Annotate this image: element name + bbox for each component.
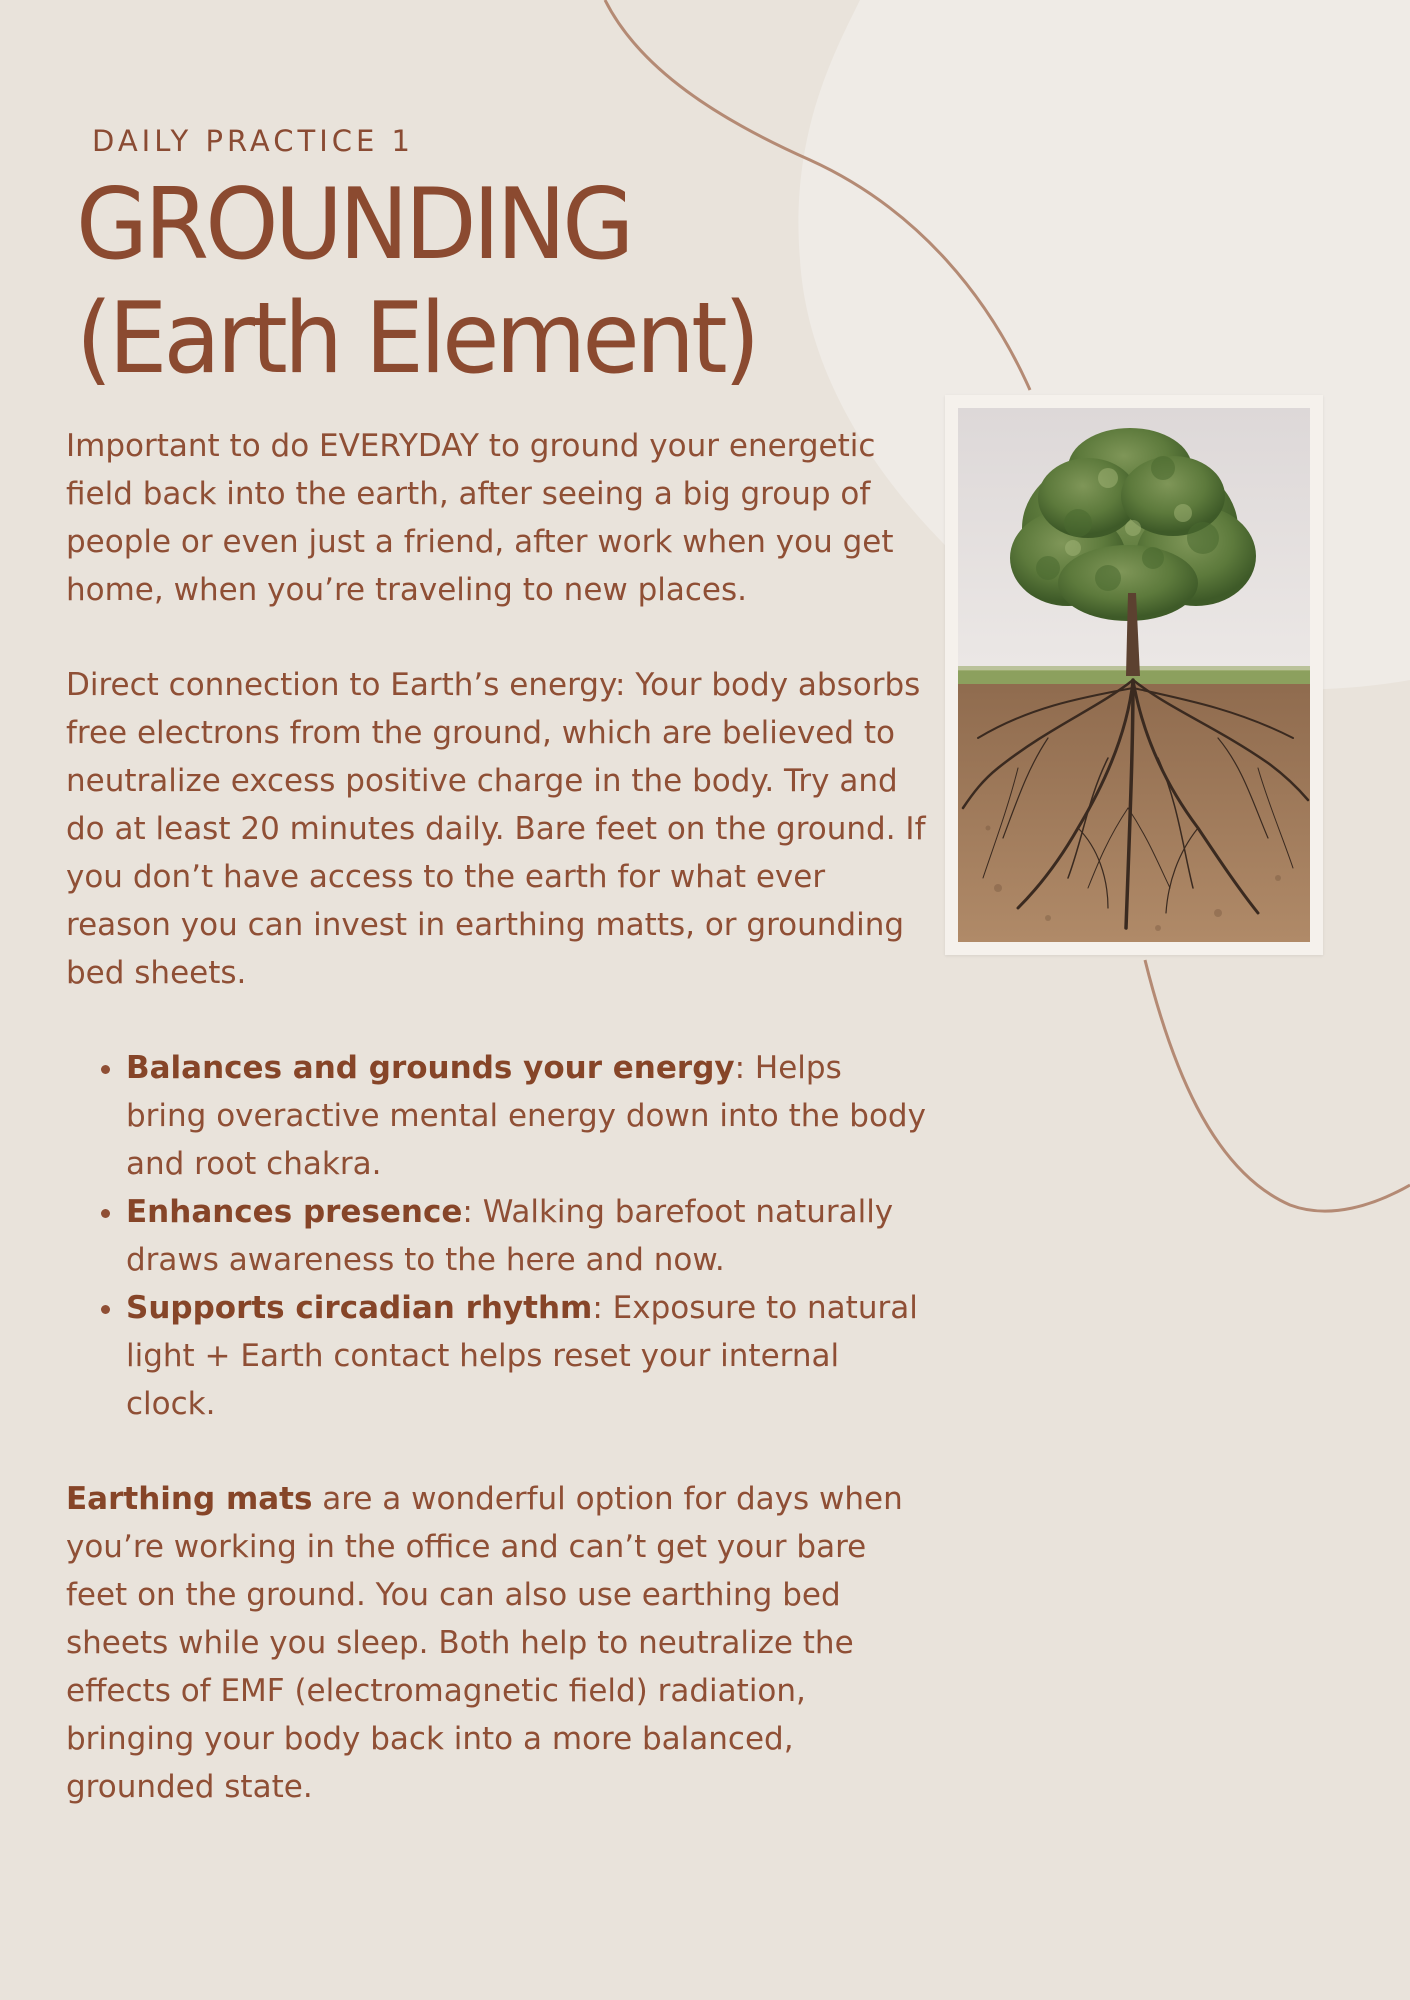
title-line-2: (Earth Element) [76, 282, 757, 396]
section-eyebrow: DAILY PRACTICE 1 [92, 124, 414, 158]
decorative-curve-bottom [1145, 960, 1410, 1211]
benefit-text: : Exposure to natural light + Earth contact helps reset your internal clock. [126, 1290, 918, 1422]
benefit-text: : Walking barefoot naturally draws awareness to the here and now. [126, 1194, 894, 1278]
benefit-heading: Enhances presence [126, 1194, 463, 1230]
connection-paragraph: Direct connection to Earth’s energy: Your body absorbs free electrons from the ground, which are believed to neutralize excess positive charge in the body. Try and do at least 20 minutes daily. Bare feet on the ground. If you don’t have access to the earth for what ever reason you can invest in earthing matts, or grounding bed sheets. [66, 667, 926, 991]
tree-photo-frame [945, 395, 1323, 955]
list-item [126, 1044, 926, 1188]
page-title [76, 168, 756, 396]
closing-text: are a wonderful option for days when you’re working in the office and can’t get your bare feet on the ground. You can also use earthing bed sheets while you sleep. Both help to neutralize the effects of EMF (electromagnetic field) radiation, bringing your body back into a more balanced, grounded state. [66, 1481, 903, 1805]
list-item [126, 1188, 926, 1284]
benefit-heading: Balances and grounds your energy [126, 1050, 735, 1086]
closing-paragraph [66, 1475, 926, 1811]
intro-paragraph: Important to do EVERYDAY to ground your energetic field back into the earth, after seeing a big group of people or even just a friend, after work when you get home, when you’re traveling to new places. [66, 428, 894, 608]
benefits-list [66, 1044, 926, 1428]
closing-heading: Earthing mats [66, 1481, 313, 1517]
tree-with-roots-image [958, 408, 1310, 942]
title-line-1: GROUNDING [76, 168, 631, 282]
benefit-text: : Helps bring overactive mental energy down into the body and root chakra. [126, 1050, 926, 1182]
body-content [66, 422, 926, 1811]
benefit-heading: Supports circadian rhythm [126, 1290, 593, 1326]
list-item [126, 1284, 926, 1428]
